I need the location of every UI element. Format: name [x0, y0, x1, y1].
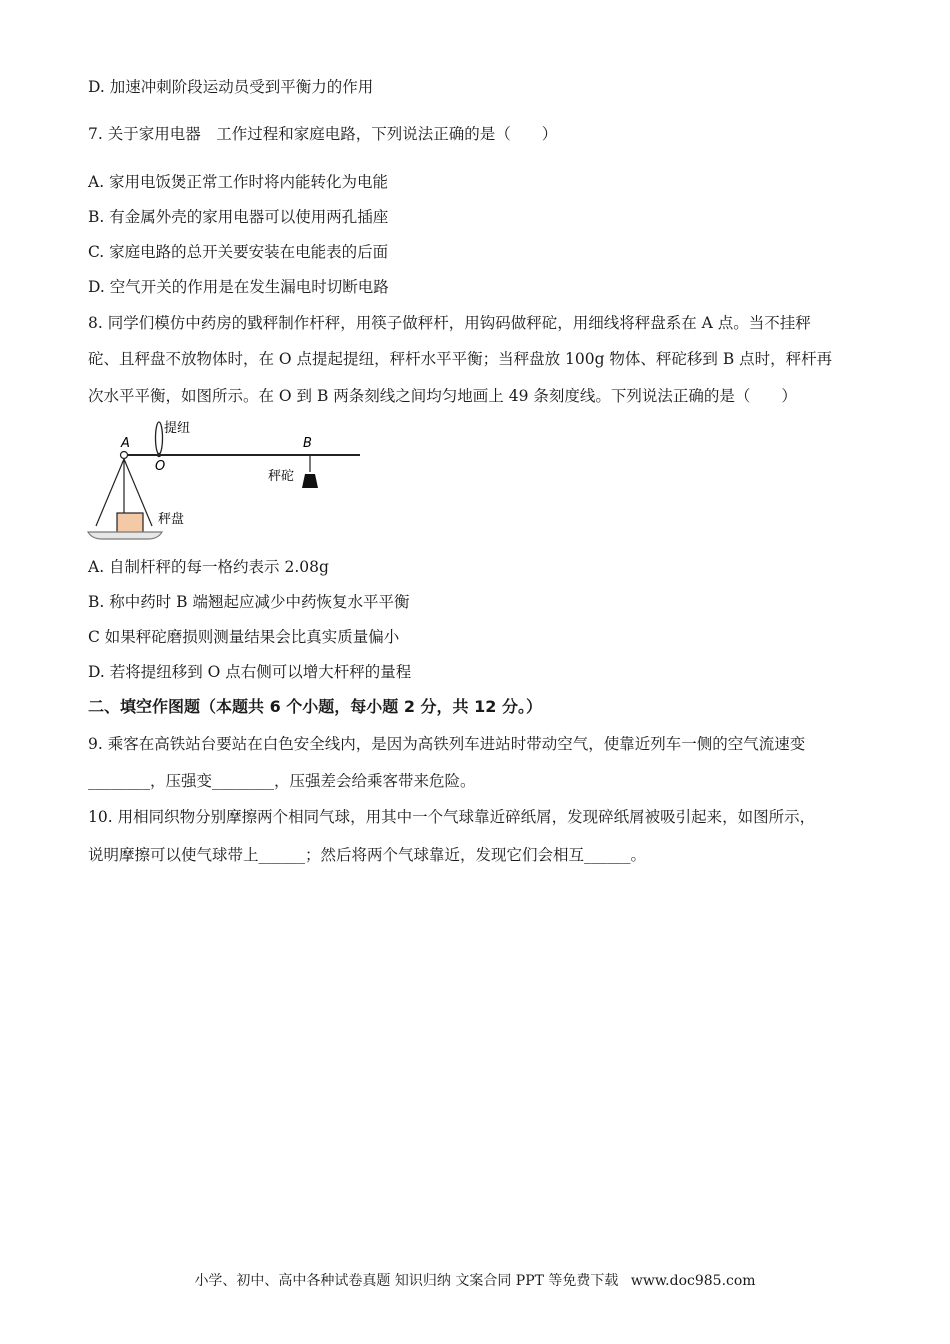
q6-option-d: D. 加速冲刺阶段运动员受到平衡力的作用: [88, 78, 374, 96]
point-o: [157, 453, 161, 457]
q10-line1: 10. 用相同织物分别摩擦两个相同气球，用其中一个气球靠近碎纸屑，发现碎纸屑被吸引起来，如图所示，: [88, 808, 816, 826]
q7-option-d: D. 空气开关的作用是在发生漏电时切断电路: [88, 278, 389, 296]
q9-line2: ________，压强变________，压强差会给乘客带来危险。: [88, 772, 476, 790]
knob-loop: [156, 422, 163, 454]
q8-option-b: B. 称中药时 B 端翘起应减少中药恢复水平平衡: [88, 593, 410, 611]
q10-line2: 说明摩擦可以使气球带上______；然后将两个气球靠近，发现它们会相互______。: [88, 846, 647, 864]
label-a: A: [121, 436, 130, 451]
label-weight: 秤砣: [268, 469, 295, 484]
q7-stem: 7. 关于家用电器 工作过程和家庭电路，下列说法正确的是（ ）: [88, 125, 558, 143]
footer-text: 小学、初中、高中各种试卷真题 知识归纳 文案合同 PPT 等免费下载: [194, 1273, 619, 1289]
section-heading: 二、填空作图题（本题共 6 个小题，每小题 2 分，共 12 分。）: [88, 697, 542, 716]
footer: [0, 1270, 950, 1290]
steelyard-figure: [84, 418, 374, 550]
q8-stem-line2: 砣、且秤盘不放物体时，在 O 点提起提纽，秤杆水平平衡；当秤盘放 100g 物体、秤砣移到 B 点时，秤杆再: [88, 350, 833, 368]
label-pan: 秤盘: [158, 512, 185, 527]
label-knob: 提纽: [164, 421, 191, 436]
q8-stem-line3: 次水平平衡，如图所示。在 O 到 B 两条刻线之间均匀地画上 49 条刻度线。下列说法正确的是（ ）: [88, 387, 797, 405]
q8-stem-line1: 8. 同学们模仿中药房的戥秤制作杆秤，用筷子做秤杆，用钩码做秤砣，用细线将秤盘系在 A 点。当不挂秤: [88, 314, 811, 332]
footer-url: www.doc985.com: [630, 1273, 756, 1289]
q8-option-d: D. 若将提纽移到 O 点右侧可以增大杆秤的量程: [88, 663, 412, 681]
q7-option-b: B. 有金属外壳的家用电器可以使用两孔插座: [88, 208, 389, 226]
pan: [88, 532, 162, 539]
q8-option-c: C 如果秤砣磨损则测量结果会比真实质量偏小: [88, 628, 400, 646]
point-a-ring: [121, 452, 128, 459]
q8-option-a: A. 自制杆秤的每一格约表示 2.08g: [88, 558, 329, 576]
weight: [302, 474, 318, 488]
q7-option-a: A. 家用电饭煲正常工作时将内能转化为电能: [88, 173, 389, 191]
q7-option-c: C. 家庭电路的总开关要安装在电能表的后面: [88, 243, 389, 261]
label-b: B: [303, 436, 312, 451]
label-o: O: [155, 459, 166, 474]
q9-line1: 9. 乘客在高铁站台要站在白色安全线内，是因为高铁列车进站时带动空气，使靠近列车一侧的空气流速变: [88, 735, 806, 753]
object-box: [117, 513, 143, 533]
